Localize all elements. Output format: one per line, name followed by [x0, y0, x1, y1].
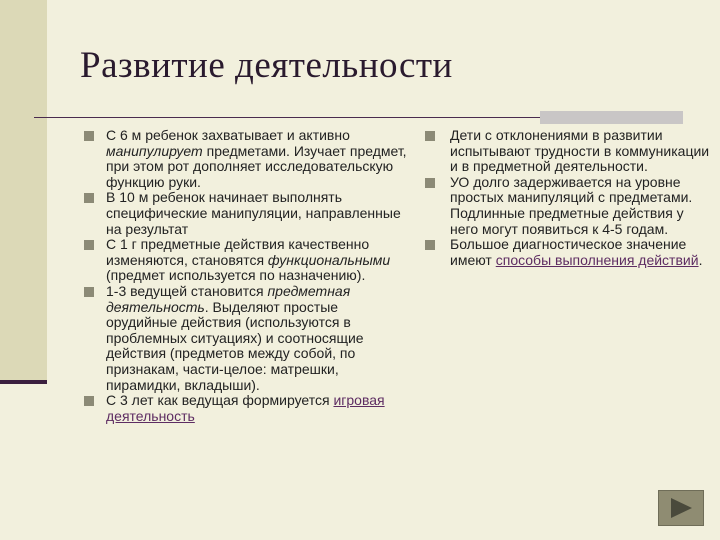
square-bullet-icon [425, 131, 435, 141]
item-text: Дети с отклонениями в развитии испытывают трудности в коммуникации и в предметной деятельности. [450, 127, 710, 175]
list-item [78, 237, 413, 284]
list-item [422, 175, 712, 237]
item-text: С 6 м ребенок захватывает и активно [106, 127, 350, 143]
list-item [422, 128, 712, 175]
left-bullet-list [78, 128, 413, 424]
game-activity-link[interactable]: игровая деятельность [106, 392, 385, 424]
item-text: (предмет используется по назначению). [106, 267, 366, 284]
item-emphasis: манипулирует [106, 142, 203, 159]
list-item [78, 190, 413, 237]
left-column [78, 128, 413, 424]
square-bullet-icon [84, 193, 94, 203]
list-item [78, 393, 413, 424]
item-text: С 1 г предметные действия качественно изменяются, становятся [106, 236, 370, 268]
square-bullet-icon [84, 396, 94, 406]
item-text: предметами. Изучает предмет, при этом рот дополняет исследовательскую функцию руки. [106, 142, 407, 190]
item-text: . [698, 251, 703, 268]
right-bullet-list [422, 128, 712, 268]
item-text: УО долго задерживается на уровне простых манипуляций с предметами. Подлинные предметные действия у него могут появиться к 4-5 годам. [450, 173, 693, 237]
item-text: Большое диагностическое значение имеют [450, 236, 687, 268]
action-methods-link[interactable]: способы выполнения действий [495, 251, 699, 268]
item-text: 1-3 ведущей становится [106, 282, 268, 299]
list-item [422, 237, 712, 268]
square-bullet-icon [425, 178, 435, 188]
decorative-side-bar-edge [0, 380, 47, 384]
square-bullet-icon [84, 287, 94, 297]
item-text: С 3 лет как ведущая формируется [106, 392, 334, 409]
item-emphasis: функциональными [267, 251, 391, 268]
square-bullet-icon [84, 240, 94, 250]
item-emphasis: предметная деятельность [106, 282, 351, 315]
play-arrow-icon [667, 496, 695, 520]
list-item [78, 128, 413, 190]
item-text: . Выделяют простые орудийные действия (используются в проблемных ситуациях) и соотносящие действия (предметов между собой, по признакам, части-целое: матрешки, пирамидки, вкладыши). [106, 298, 364, 393]
item-text: В 10 м ребенок начинает выполнять специфические манипуляции, направленные на результат [106, 189, 401, 237]
decorative-side-bar [0, 0, 47, 383]
slide-title: Развитие деятельности [80, 45, 453, 86]
square-bullet-icon [84, 131, 94, 141]
list-item [78, 284, 413, 393]
next-slide-button[interactable] [658, 490, 704, 526]
divider-accent [540, 111, 683, 124]
right-column [422, 128, 712, 268]
square-bullet-icon [425, 240, 435, 250]
